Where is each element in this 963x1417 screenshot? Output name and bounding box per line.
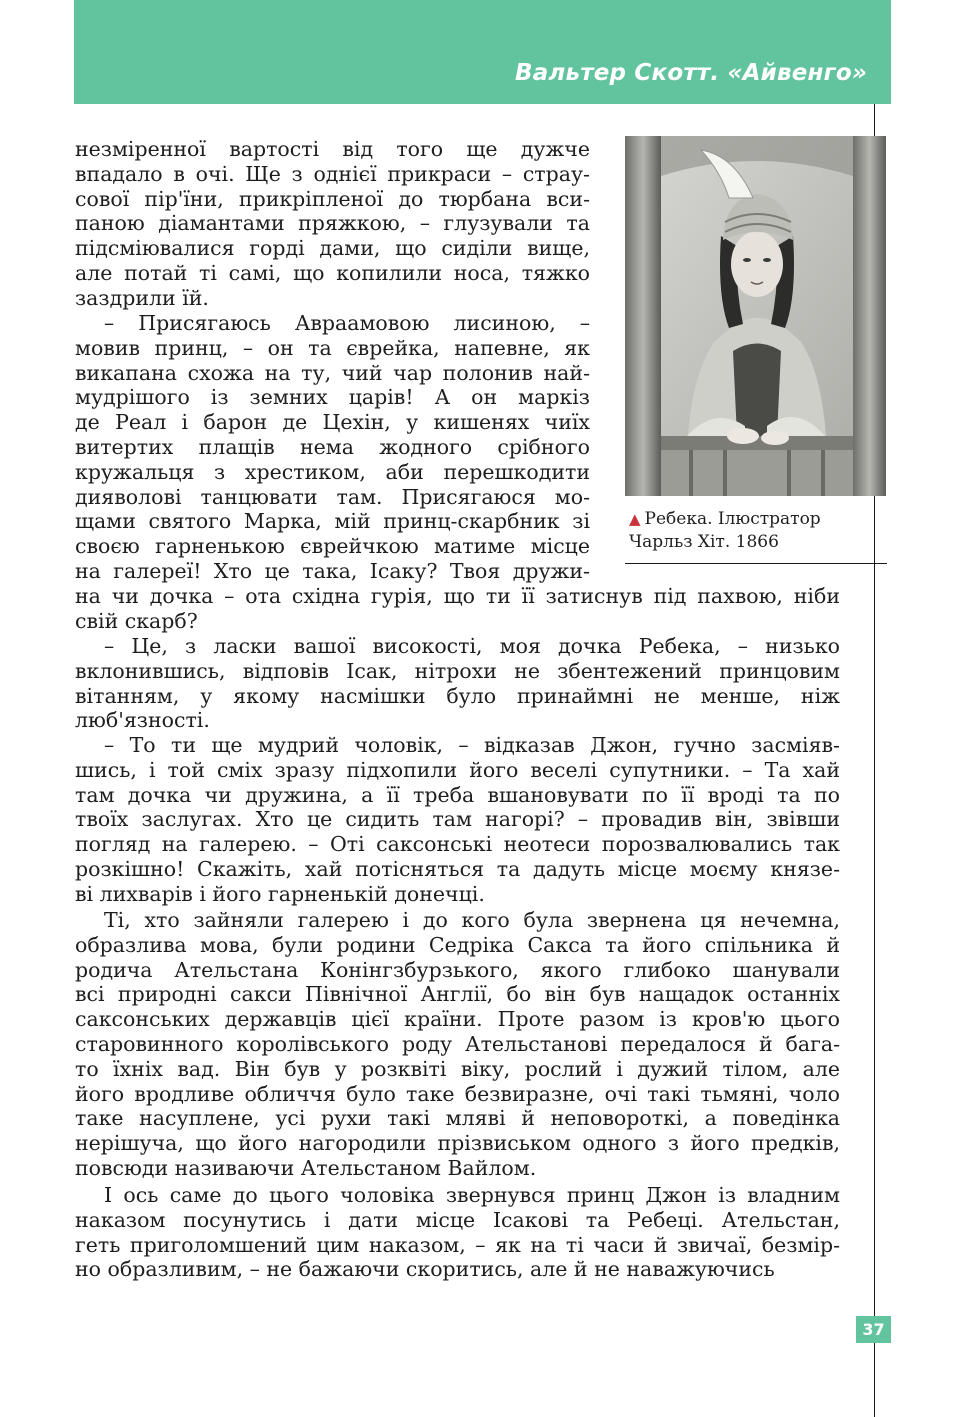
text-line: образлива мова, були родини Седріка Сакса та його спільника й — [75, 932, 840, 957]
text-line: де Реал і барон де Цехін, у кишенях чиїх — [75, 410, 590, 435]
text-line: незміренної вартості від того ще дужче — [75, 137, 590, 161]
text-line: старовинного королівського роду Ательстанові передалося й бага- — [75, 1031, 840, 1056]
text-line: люб'язності. — [75, 708, 210, 733]
text-line: витертих плащів нема жодного срібного — [75, 434, 590, 459]
text-line: геть приголомшений цим наказом, – як на ті часи й звичаї, безмір- — [75, 1232, 840, 1257]
text-line: погляд на галерею. – Оті саксонські неотеси порозвалювались так — [75, 832, 840, 857]
paragraph-3 — [75, 634, 840, 733]
text-line: мудрішого із земних царів! А он маркіз — [75, 385, 590, 410]
text-line: своєю гарненькою єврейчкою матиме місце — [75, 534, 590, 559]
text-line: сової пір'їни, прикріпленої до тюрбана вси- — [75, 186, 590, 211]
header-band — [74, 0, 891, 104]
text-line: – То ти ще мудрий чоловік, – відказав Джон, гучно засміяв- — [104, 733, 840, 757]
text-line: – Це, з ласки вашої високості, моя дочка Ребека, – низько — [104, 634, 840, 658]
text-line: родича Ательстана Конінгзбурзького, якого глибоко шанували — [75, 957, 840, 982]
text-line: його вродливе обличчя було таке безвиразне, очі такі тьмяні, чоло — [75, 1081, 840, 1106]
text-line: всі природні сакси Північної Англії, бо він був нащадок останніх — [75, 982, 840, 1007]
text-line: паною діамантами пряжкою, – глузували та — [75, 211, 590, 236]
caption-rule — [625, 563, 887, 564]
text-line: впадало в очі. Ще з однієї прикраси – страу- — [75, 161, 590, 186]
text-line: наказом посунутись і дати місце Ісакові та Ребеці. Ательстан, — [75, 1207, 840, 1232]
paragraph-1 — [75, 137, 590, 311]
text-line: вклонившись, відповів Ісак, нітрохи не збентежений принцовим — [75, 658, 840, 683]
paragraph-6 — [75, 1183, 840, 1282]
text-line: дияволові танцювати там. Присягаюся мо- — [75, 484, 590, 509]
text-line: кружальця з хрестиком, аби перешкодити — [75, 459, 590, 484]
text-line: але потай ті самі, що копилили носа, тяжко — [75, 260, 590, 285]
text-line: таке насуплене, усі рухи такі мляві й неповороткі, а поведінка — [75, 1106, 840, 1131]
caption-line-2: Чарльз Хіт. 1866 — [629, 532, 779, 552]
text-line: мовив принц, – он та єврейка, напевне, як — [75, 335, 590, 360]
text-line: свій скарб? — [75, 608, 198, 633]
text-line: твоїх заслугах. Хто це сидить там нагорі? – провадив він, звівши — [75, 807, 840, 832]
caption-line-1: Ребека. Ілюстратор — [644, 509, 821, 529]
text-line: повсюди називаючи Ательстаном Вайлом. — [75, 1155, 537, 1180]
running-header-title: Вальтер Скотт. «Айвенго» — [514, 60, 867, 86]
text-line: ві лихварів і його гарненькій донечці. — [75, 881, 485, 906]
text-line: нерішуча, що його нагородили прізвиськом одного з його предків, — [75, 1131, 840, 1156]
text-line: викапана схожа на ту, чий чар полонив най- — [75, 360, 590, 385]
text-line: Ті, хто зайняли галерею і до кого була звернена ця нечемна, — [104, 908, 840, 932]
text-line: саксонських державців цієї країни. Проте разом із кров'ю цього — [75, 1007, 840, 1032]
text-line: то їхніх вад. Він був у розквіті віку, рослий і дужий тілом, але — [75, 1056, 840, 1081]
text-line: но образливим, – не бажаючи скоритись, але й не наважуючись — [75, 1257, 775, 1282]
text-line: щами святого Марка, мій принц-скарбник зі — [75, 509, 590, 534]
text-line: вітанням, у якому насмішки було принаймні не менше, ніж — [75, 683, 840, 708]
paragraph-2 — [75, 311, 590, 584]
text-line: розкішно! Скажіть, хай потісняться та дадуть місце моєму князе- — [75, 856, 840, 881]
page-number-badge: 37 — [856, 1316, 891, 1343]
text-line: І ось саме до цього чоловіка звернувся принц Джон із владним — [104, 1183, 840, 1207]
text-line: підсміювалися горді дами, що сиділи вище, — [75, 236, 590, 261]
text-line: на галереї! Хто це така, Ісаку? Твоя дружи- — [75, 558, 590, 583]
text-line: – Присягаюсь Авраамовою лисиною, – — [104, 311, 590, 335]
illustration-caption — [629, 508, 874, 554]
paragraph-2-continued — [75, 584, 840, 634]
paragraph-4 — [75, 733, 840, 907]
text-line: заздрили їй. — [75, 285, 209, 310]
caption-triangle-icon: ▲ — [629, 510, 641, 528]
portrait-engraving-icon — [625, 136, 886, 496]
paragraph-5 — [75, 908, 840, 1181]
text-line: шись, і той сміх зразу підхопили його веселі супутники. – Та хай — [75, 757, 840, 782]
text-line: на чи дочка – ота східна гурія, що ти її затиснув під пахвою, ніби — [75, 584, 840, 608]
text-line: там дочка чи дружина, а її треба вшановувати по її вроді та по — [75, 782, 840, 807]
